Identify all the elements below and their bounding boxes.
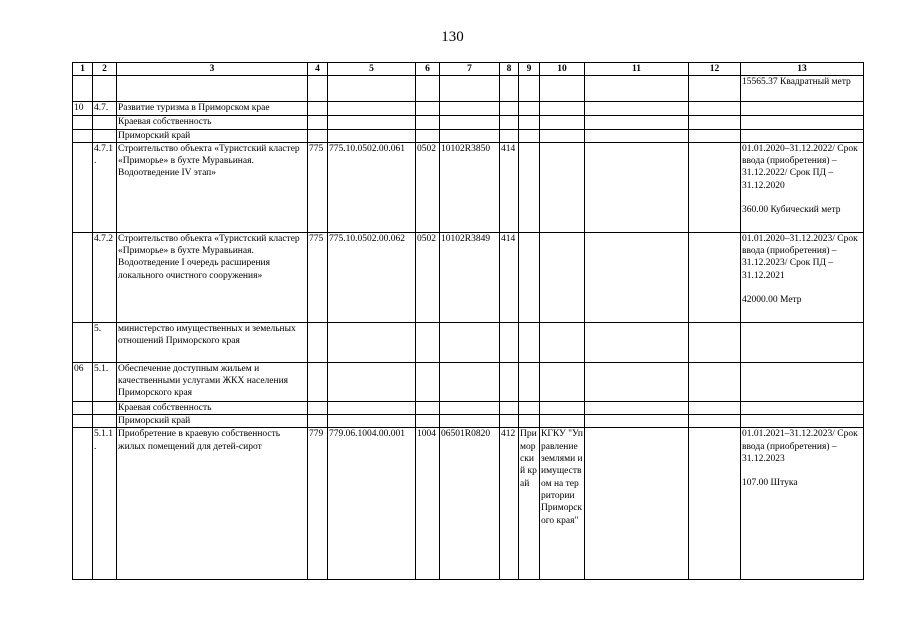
table-row bbox=[73, 129, 864, 142]
cell-value: 775.10.0502.00.061 bbox=[328, 142, 416, 232]
col-header: 7 bbox=[440, 63, 500, 76]
col-header: 3 bbox=[117, 63, 308, 76]
cell-region: Приморский край bbox=[519, 428, 540, 580]
table-row bbox=[73, 401, 864, 414]
cell-value: 775 bbox=[308, 142, 328, 232]
col-header: 13 bbox=[741, 63, 864, 76]
cell-code: 5.1. bbox=[93, 362, 117, 401]
table-row bbox=[73, 322, 864, 362]
cell-code: 4.7.1. bbox=[93, 142, 117, 232]
cell-name: Краевая собственность bbox=[117, 116, 308, 129]
cell-value: 414 bbox=[500, 232, 519, 322]
cell-period bbox=[741, 232, 864, 322]
table-row bbox=[73, 232, 864, 322]
col-header: 9 bbox=[519, 63, 540, 76]
table-row bbox=[73, 116, 864, 129]
period-text: 01.01.2021–31.12.2023/ Срок ввода (приобретения) – 31.12.2023 bbox=[742, 429, 858, 465]
period-text: 01.01.2020–31.12.2022/ Срок ввода (приобретения) – 31.12.2022/ Срок ПД – 31.12.2020 bbox=[742, 143, 858, 191]
col-header: 11 bbox=[585, 63, 689, 76]
col-header: 10 bbox=[540, 63, 585, 76]
table-row bbox=[73, 362, 864, 401]
cell-code: 4.7.2 bbox=[93, 232, 117, 322]
cell-value: 775 bbox=[308, 232, 328, 322]
header-row bbox=[73, 63, 864, 76]
cell-name: Краевая собственность bbox=[117, 401, 308, 414]
col-header: 4 bbox=[308, 63, 328, 76]
cell-value: 0502 bbox=[416, 232, 440, 322]
cell-value: 06501R0820 bbox=[440, 428, 500, 580]
col-header: 5 bbox=[328, 63, 416, 76]
col-header: 12 bbox=[689, 63, 741, 76]
cell-code: 5.1.1. bbox=[93, 428, 117, 580]
cell-value: 779 bbox=[308, 428, 328, 580]
cell-value: 779.06.1004.00.001 bbox=[328, 428, 416, 580]
table-row bbox=[73, 428, 864, 580]
cell-value: 10102R3849 bbox=[440, 232, 500, 322]
capacity-text: 107.00 Штука bbox=[742, 478, 798, 489]
cell-value: 775.10.0502.00.062 bbox=[328, 232, 416, 322]
cell-name: Приморский край bbox=[117, 129, 308, 142]
col-header: 6 bbox=[416, 63, 440, 76]
cell-name: Приобретение в краевую собственность жилых помещений для детей-сирот bbox=[117, 428, 308, 580]
capacity-text: 42000.00 Метр bbox=[742, 295, 802, 306]
cell-value: 0502 bbox=[416, 142, 440, 232]
cell-code: 5. bbox=[93, 322, 117, 362]
table-row bbox=[73, 415, 864, 428]
col-header: 1 bbox=[73, 63, 93, 76]
cell-index: 06 bbox=[73, 362, 93, 401]
cell-value: 15565.37 Квадратный метр bbox=[741, 76, 864, 102]
cell-period bbox=[741, 428, 864, 580]
table-row bbox=[73, 76, 864, 102]
capacity-text: 360.00 Кубический метр bbox=[742, 205, 841, 216]
table-row bbox=[73, 102, 864, 116]
cell-value: 1004 bbox=[416, 428, 440, 580]
cell-name: Обеспечение доступным жильем и качественными услугами ЖКХ населения Приморского края bbox=[117, 362, 308, 401]
cell-index: 10 bbox=[73, 102, 93, 116]
cell-value: 10102R3850 bbox=[440, 142, 500, 232]
page-number: 130 bbox=[441, 29, 464, 45]
cell-organization: КГКУ "Управление землями и имуществом на территории Приморского края" bbox=[540, 428, 585, 580]
cell-name: Строительство объекта «Туристский кластер «Приморье» в бухте Муравьиная. Водоотведение I очередь расширения локального очистного сооружения» bbox=[117, 232, 308, 322]
cell-value: 412 bbox=[500, 428, 519, 580]
cell-name: министерство имущественных и земельных отношений Приморского края bbox=[117, 322, 308, 362]
cell-name: Приморский край bbox=[117, 415, 308, 428]
period-text: 01.01.2020–31.12.2023/ Срок ввода (приобретения) – 31.12.2023/ Срок ПД – 31.12.2021 bbox=[742, 233, 858, 281]
table-row bbox=[73, 142, 864, 232]
cell-code: 4.7. bbox=[93, 102, 117, 116]
col-header: 2 bbox=[93, 63, 117, 76]
cell-period bbox=[741, 142, 864, 232]
cell-name: Развитие туризма в Приморском крае bbox=[117, 102, 308, 116]
col-header: 8 bbox=[500, 63, 519, 76]
cell-name: Строительство объекта «Туристский кластер «Приморье» в бухте Муравьиная. Водоотведение IV этап» bbox=[117, 142, 308, 232]
investment-table bbox=[72, 62, 864, 580]
cell-value: 414 bbox=[500, 142, 519, 232]
